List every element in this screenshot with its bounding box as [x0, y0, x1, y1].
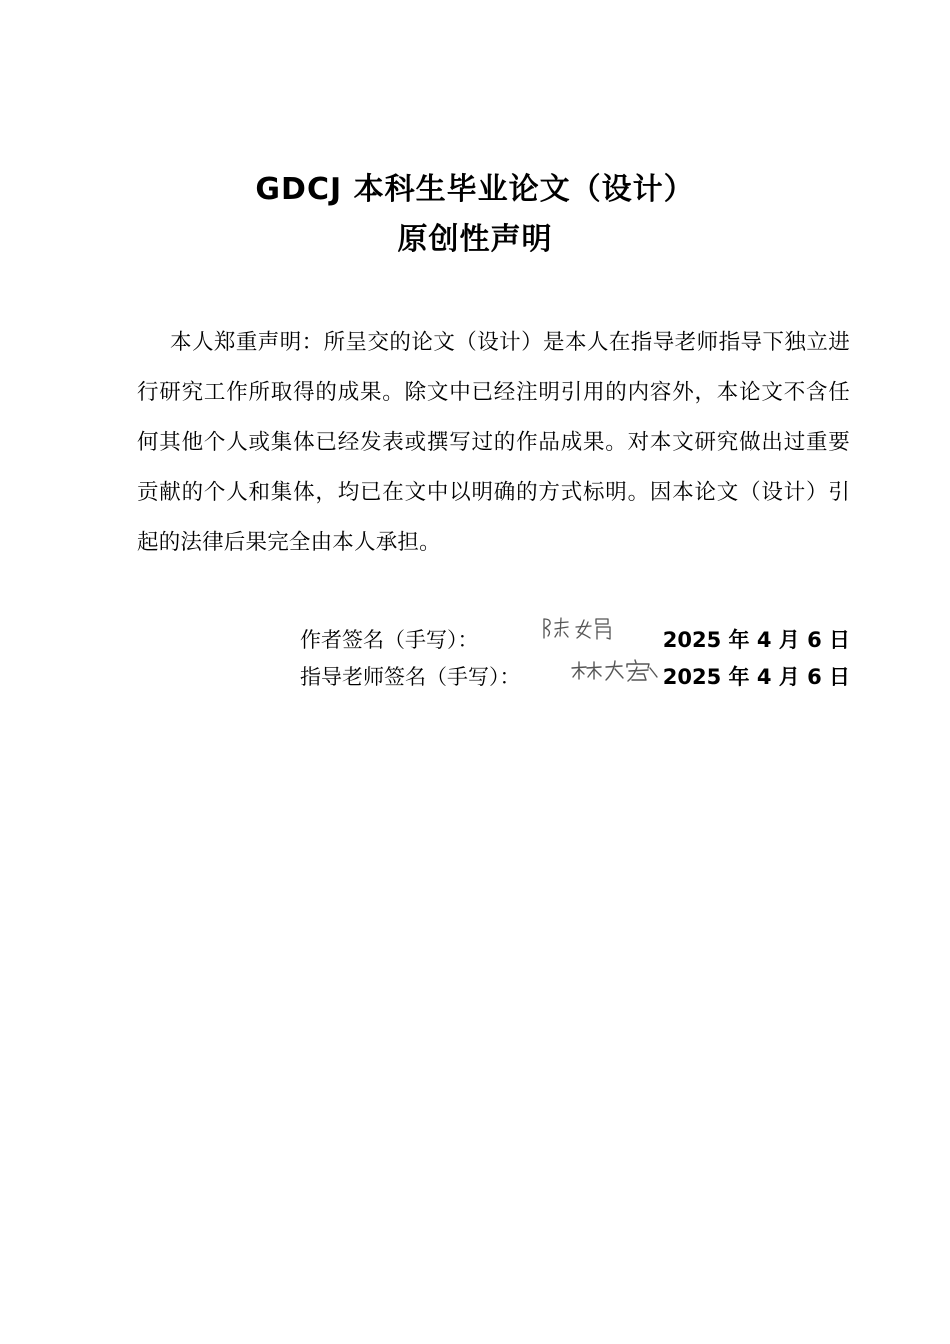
advisor-signature-label: 指导老师签名（手写）：	[300, 665, 521, 689]
author-signature-date: 2025 年 4 月 6 日	[662, 628, 850, 652]
document-title: GDCJ 本科生毕业论文（设计）	[255, 172, 695, 207]
advisor-signature-row	[300, 657, 850, 697]
advisor-handwritten-signature	[570, 659, 660, 685]
author-signature-row	[300, 620, 850, 660]
document-subtitle: 原创性声明	[397, 222, 553, 257]
declaration-paragraph: 本人郑重声明：所呈交的论文（设计）是本人在指导老师指导下独立进行研究工作所取得的成果。除文中已经注明引用的内容外，本论文不含任何其他个人或集体已经发表或撰写过的作品成果。对本文研究做出过重要贡献的个人和集体，均已在文中以明确的方式标明。因本论文（设计）引起的法律后果完全由本人承担。	[137, 330, 850, 555]
author-signature-label: 作者签名（手写）：	[300, 628, 479, 652]
advisor-signature-date: 2025 年 4 月 6 日	[662, 665, 850, 689]
author-handwritten-signature	[540, 614, 622, 644]
